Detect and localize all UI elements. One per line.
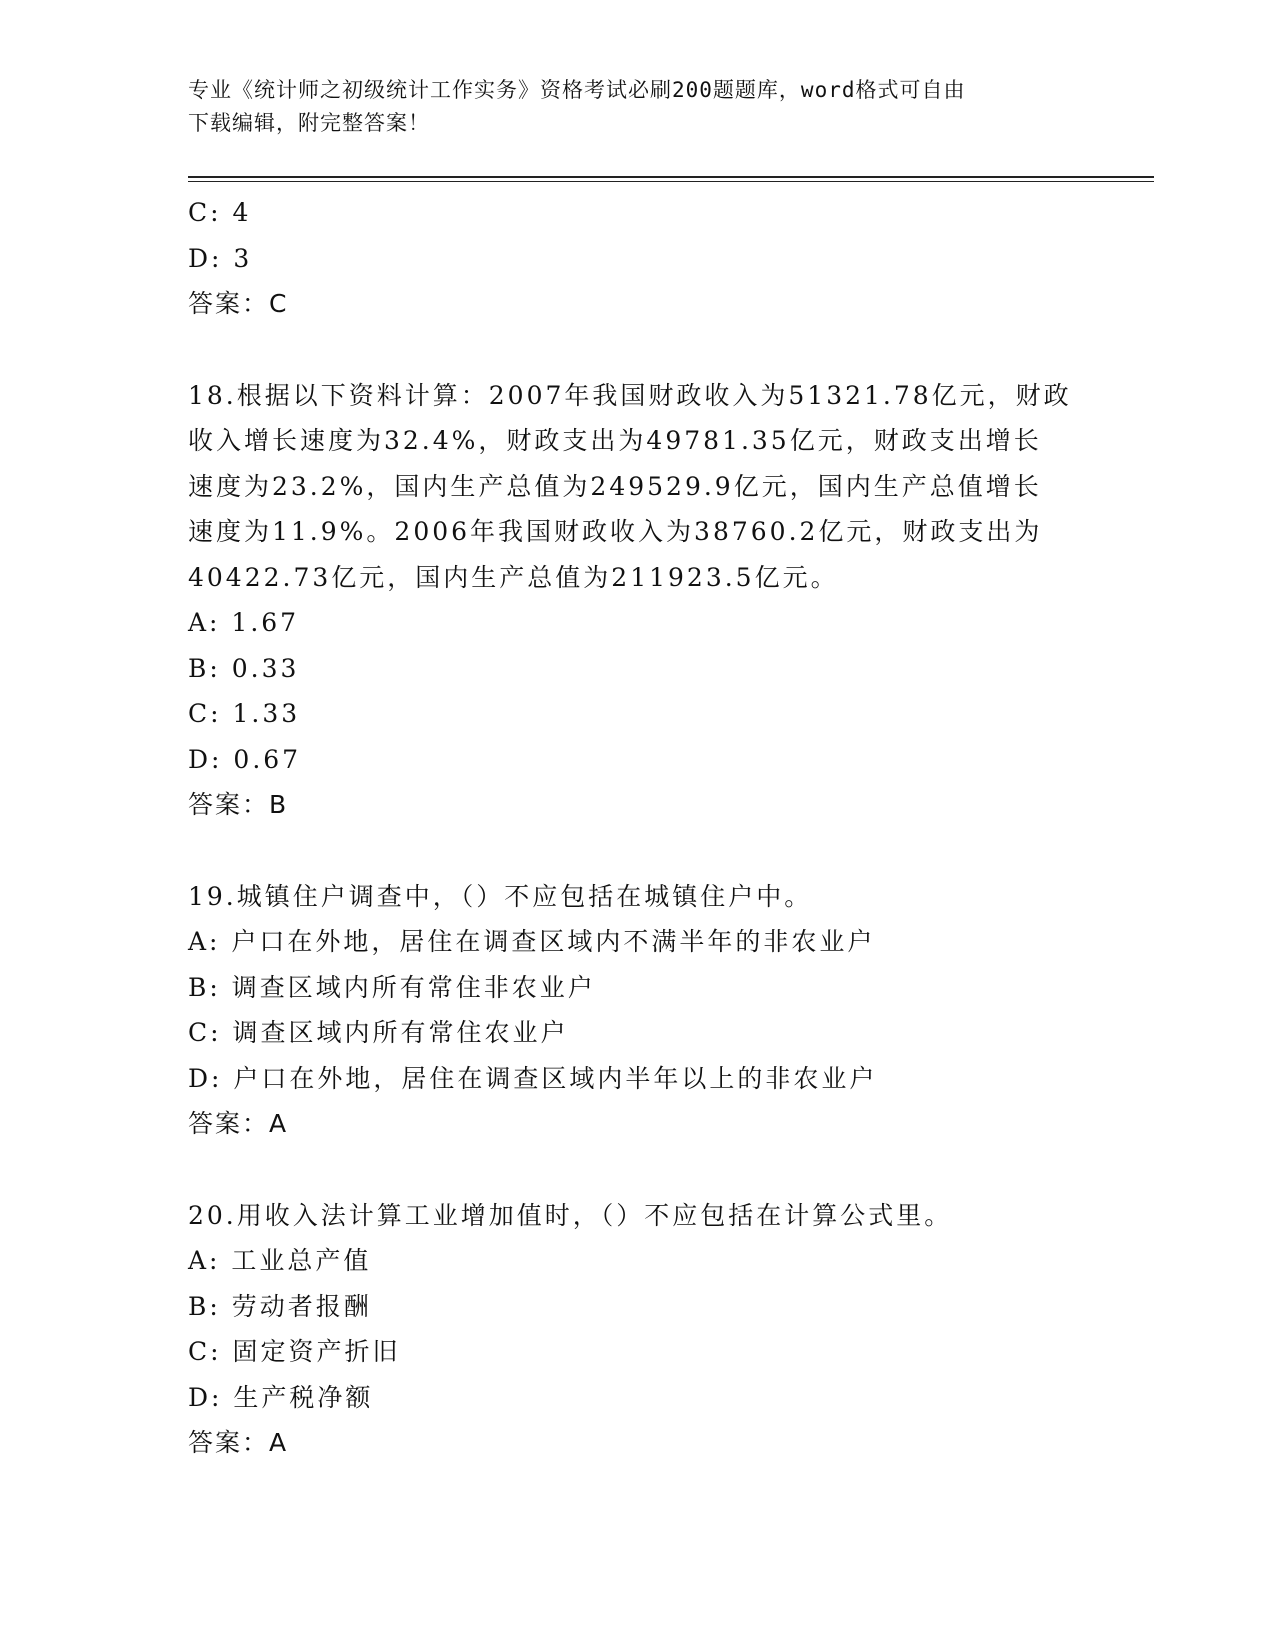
question-18 <box>188 373 1088 828</box>
option-c: C: 1.33 <box>188 699 301 728</box>
option-b: B: 劳动者报酬 <box>188 1291 372 1321</box>
option-d: D: 生产税净额 <box>188 1382 374 1412</box>
option-a: A: 户口在外地，居住在调查区域内不满半年的非农业户 <box>188 927 876 956</box>
option-c: C: 固定资产折旧 <box>188 1337 401 1366</box>
question-text: 20.用收入法计算工业增加值时，（）不应包括在计算公式里。 <box>188 1200 953 1230</box>
option-c: C: 调查区域内所有常住农业户 <box>188 1018 569 1047</box>
option-a: A: 1.67 <box>188 608 300 637</box>
question-text-line: 18.根据以下资料计算：2007年我国财政收入为51321.78亿元，财政 <box>188 380 1072 410</box>
answer: 答案：A <box>188 1109 289 1138</box>
option-b: B: 0.33 <box>188 653 300 683</box>
option-c: C: 4 <box>188 198 252 227</box>
header-divider-thin <box>188 181 1154 182</box>
question-19 <box>188 874 1088 1147</box>
question-20 <box>188 1193 1088 1466</box>
header-line-2: 下载编辑，附完整答案！ <box>188 111 430 135</box>
header-line-1: 专业《统计师之初级统计工作实务》资格考试必刷200题题库，word格式可自由 <box>188 78 966 102</box>
option-b: B: 调查区域内所有常住非农业户 <box>188 972 596 1002</box>
header-divider-thick <box>188 176 1154 178</box>
question-text-line: 速度为23.2%，国内生产总值为249529.9亿元，国内生产总值增长 <box>188 471 1042 501</box>
question-17-tail <box>188 190 1088 327</box>
question-text: 19.城镇住户调查中，（）不应包括在城镇住户中。 <box>188 881 813 911</box>
option-d: D: 户口在外地，居住在调查区域内半年以上的非农业户 <box>188 1063 878 1093</box>
question-text-line: 速度为11.9%。2006年我国财政收入为38760.2亿元，财政支出为 <box>188 517 1043 546</box>
answer: 答案：A <box>188 1428 289 1457</box>
option-a: A: 工业总产值 <box>188 1246 372 1275</box>
question-text-line: 40422.73亿元，国内生产总值为211923.5亿元。 <box>188 562 839 592</box>
answer: 答案：C <box>188 289 289 318</box>
option-d: D: 0.67 <box>188 744 302 774</box>
document-body <box>188 190 1088 1512</box>
document-header <box>188 74 1068 140</box>
option-d: D: 3 <box>188 243 253 273</box>
answer: 答案：B <box>188 790 289 819</box>
question-text-line: 收入增长速度为32.4%，财政支出为49781.35亿元，财政支出增长 <box>188 426 1042 455</box>
